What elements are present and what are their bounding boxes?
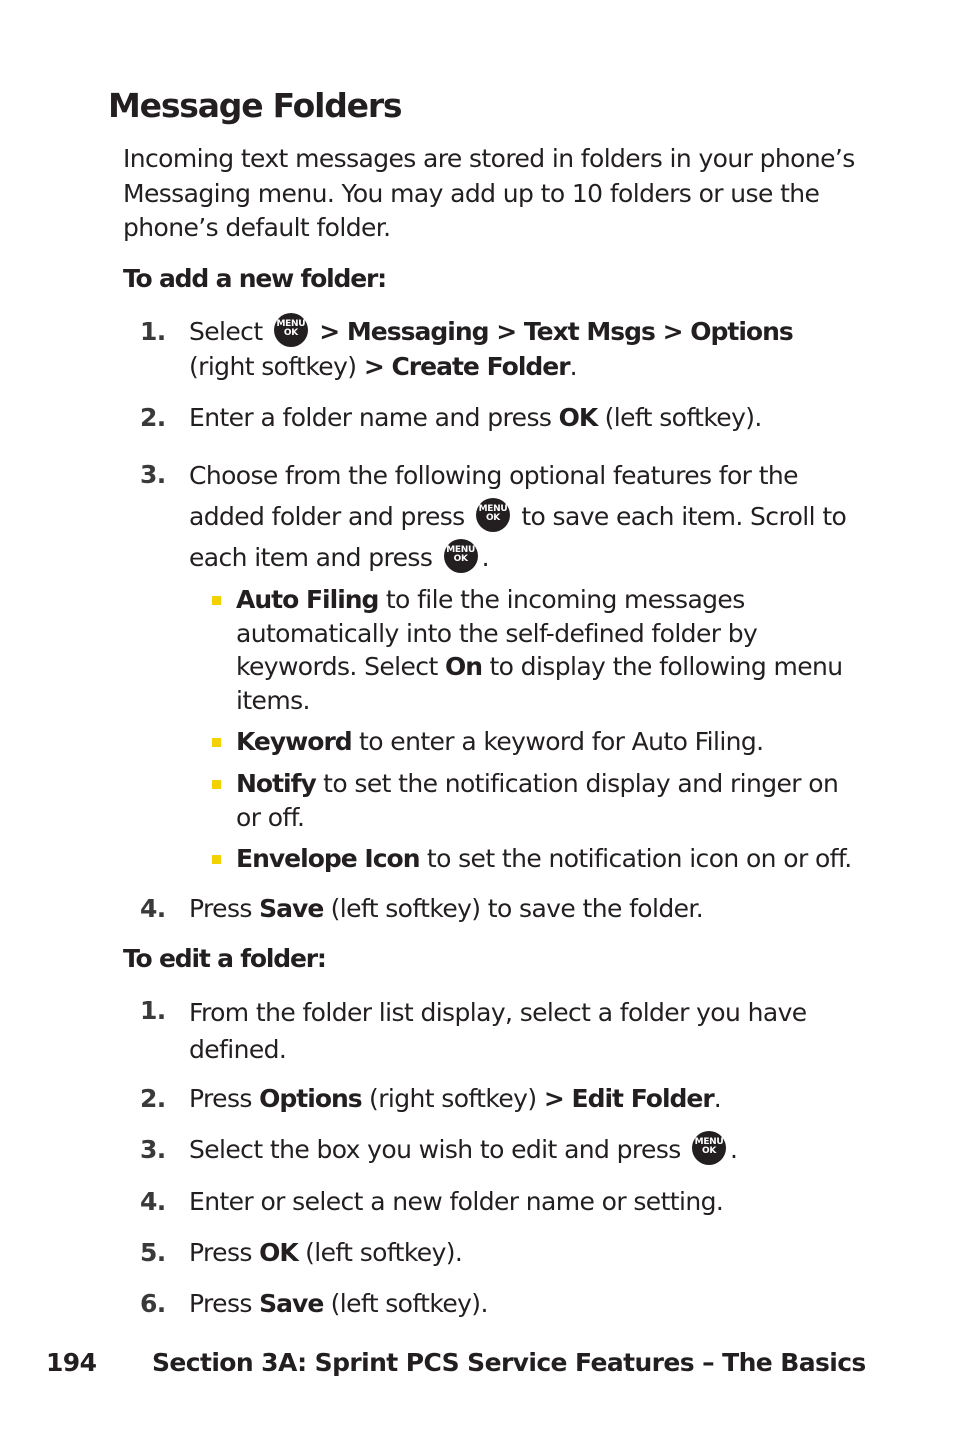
page-number: 194 [46,1348,97,1377]
step-number: 2. [140,1084,166,1113]
add-folder-heading: To add a new folder: [123,264,386,293]
bullet-square-icon [212,780,221,789]
step-number: 4. [140,894,166,923]
intro-paragraph: Incoming text messages are stored in folders in your phone’s Messaging menu. You may add up to 10 folders or use the phone’s default folder. [123,144,855,242]
bullet-keyword: Keyword to enter a keyword for Auto Filing. [212,725,862,759]
step-number: 6. [140,1289,166,1318]
bullet-square-icon [212,855,221,864]
add-step-3: 3. Choose from the following optional features for the added folder and press MENU OK to save each item. Scroll to each item and press MENU OK . [140,460,847,572]
step-number: 2. [140,403,166,432]
edit-step-5: 5. Press OK (left softkey). [140,1236,860,1270]
bullet-square-icon [212,596,221,605]
menu-path: > Create Folder [363,352,570,381]
section-footer: Section 3A: Sprint PCS Service Features – The Basics [152,1348,866,1377]
step-number: 4. [140,1187,166,1216]
add-step-2: 2. Enter a folder name and press OK (left softkey). [140,401,860,435]
menu-ok-key-icon: MENU OK [274,313,308,347]
edit-step-1: 1. From the folder list display, select a folder you have defined. [140,996,807,1064]
page-title: Message Folders [108,86,402,125]
add-step-1: 1. Select MENU OK > Messaging > Text Msgs > Options (right softkey) > Create Folder. [140,315,860,384]
menu-ok-key-icon: MENU OK [692,1131,726,1165]
edit-step-4: 4. Enter or select a new folder name or setting. [140,1185,860,1219]
bullet-square-icon [212,738,221,747]
edit-step-6: 6. Press Save (left softkey). [140,1287,860,1321]
menu-ok-key-icon: MENU OK [444,539,478,573]
step-number: 1. [140,317,166,346]
step-number: 3. [140,1135,166,1164]
bullet-envelope-icon: Envelope Icon to set the notification icon on or off. [212,842,862,876]
add-step-4: 4. Press Save (left softkey) to save the folder. [140,892,860,926]
edit-step-2: 2. Press Options (right softkey) > Edit Folder. [140,1082,860,1116]
bullet-auto-filing: Auto Filing to file the incoming messages automatically into the self-defined folder by keywords. Select On to display the following menu items. [212,583,862,717]
menu-ok-key-icon: MENU OK [476,498,510,532]
edit-folder-heading: To edit a folder: [123,944,326,973]
bullet-notify: Notify to set the notification display and ringer on or off. [212,767,862,834]
step-number: 3. [140,460,166,489]
menu-path: > Edit Folder [543,1084,714,1113]
edit-step-3: 3. Select the box you wish to edit and press MENU OK . [140,1133,860,1168]
step-number: 1. [140,996,166,1025]
menu-path: > Messaging > Text Msgs > Options [319,317,793,346]
step-number: 5. [140,1238,166,1267]
